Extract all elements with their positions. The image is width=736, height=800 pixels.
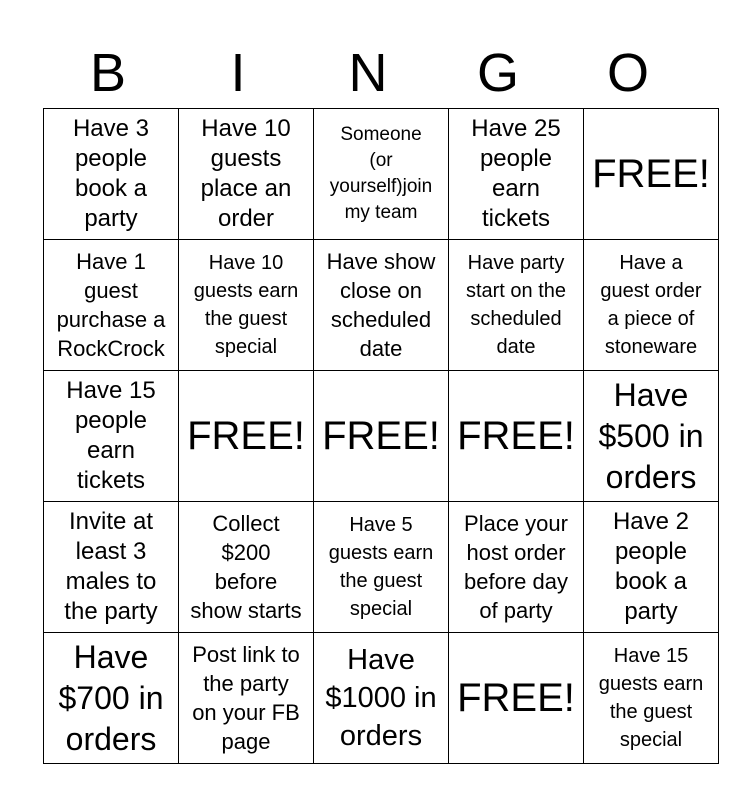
cell-text: Have 1 guest purchase a RockCrock xyxy=(56,249,166,361)
bingo-cell[interactable] xyxy=(449,502,584,633)
bingo-row xyxy=(44,109,719,240)
cell-text: Collect $200 before show starts xyxy=(190,511,302,623)
bingo-cell-free[interactable] xyxy=(449,371,584,502)
bingo-cell[interactable] xyxy=(449,109,584,240)
free-space-text: FREE! xyxy=(457,414,575,458)
bingo-cell[interactable] xyxy=(314,633,449,764)
cell-text: Have 15 people earn tickets xyxy=(66,377,156,494)
header-letter-g: G xyxy=(476,43,519,103)
cell-text: Have 10 guests earn the guest special xyxy=(193,252,299,358)
bingo-cell[interactable] xyxy=(44,633,179,764)
bingo-cell[interactable] xyxy=(584,633,719,764)
header-letter-i: I xyxy=(230,43,246,103)
free-space-text: FREE! xyxy=(457,676,575,720)
bingo-cell[interactable] xyxy=(44,109,179,240)
bingo-cell[interactable] xyxy=(314,109,449,240)
cell-text: Have $700 in orders xyxy=(58,638,164,757)
bingo-cell[interactable] xyxy=(44,240,179,371)
cell-text: Have 3 people book a party xyxy=(72,115,150,232)
bingo-row xyxy=(44,502,719,633)
header-letter-b: B xyxy=(89,43,127,103)
cell-text: Have a guest order a piece of stoneware xyxy=(600,252,702,358)
bingo-row xyxy=(44,371,719,502)
bingo-card-grid xyxy=(43,108,719,764)
bingo-cell-free[interactable] xyxy=(314,371,449,502)
bingo-row xyxy=(44,240,719,371)
bingo-cell[interactable] xyxy=(584,502,719,633)
cell-text: Post link to the party on your FB page xyxy=(192,642,300,754)
bingo-row xyxy=(44,633,719,764)
bingo-cell[interactable] xyxy=(314,502,449,633)
cell-text: Place your host order before day of party xyxy=(464,511,568,623)
free-space-text: FREE! xyxy=(322,414,440,458)
bingo-cell-free[interactable] xyxy=(584,109,719,240)
bingo-cell[interactable] xyxy=(44,371,179,502)
free-space-text: FREE! xyxy=(187,414,305,458)
header-letter-o: O xyxy=(606,43,649,103)
cell-text: Have 2 people book a party xyxy=(612,508,690,625)
bingo-cell[interactable] xyxy=(314,240,449,371)
bingo-cell[interactable] xyxy=(584,240,719,371)
cell-text: Have 10 guests place an order xyxy=(200,115,292,232)
bingo-cell[interactable] xyxy=(179,240,314,371)
header-letter-n: N xyxy=(348,43,388,103)
bingo-cell[interactable] xyxy=(179,109,314,240)
bingo-cell[interactable] xyxy=(584,371,719,502)
bingo-cell[interactable] xyxy=(179,633,314,764)
cell-text: Invite at least 3 males to the party xyxy=(64,508,158,625)
bingo-cell-free[interactable] xyxy=(179,371,314,502)
bingo-cell-free[interactable] xyxy=(449,633,584,764)
bingo-cell[interactable] xyxy=(449,240,584,371)
cell-text: Have 5 guests earn the guest special xyxy=(328,514,434,620)
bingo-header xyxy=(43,40,693,106)
free-space-text: FREE! xyxy=(592,152,710,196)
cell-text: Have show close on scheduled date xyxy=(326,249,436,361)
cell-text: Have $1000 in orders xyxy=(325,644,437,752)
cell-text: Have party start on the scheduled date xyxy=(465,252,567,358)
bingo-cell[interactable] xyxy=(179,502,314,633)
cell-text: Have 15 guests earn the guest special xyxy=(598,645,704,751)
cell-text: Have 25 people earn tickets xyxy=(471,115,561,232)
cell-text: Someone (or yourself)join my team xyxy=(329,124,433,223)
bingo-cell[interactable] xyxy=(44,502,179,633)
cell-text: Have $500 in orders xyxy=(598,376,704,495)
